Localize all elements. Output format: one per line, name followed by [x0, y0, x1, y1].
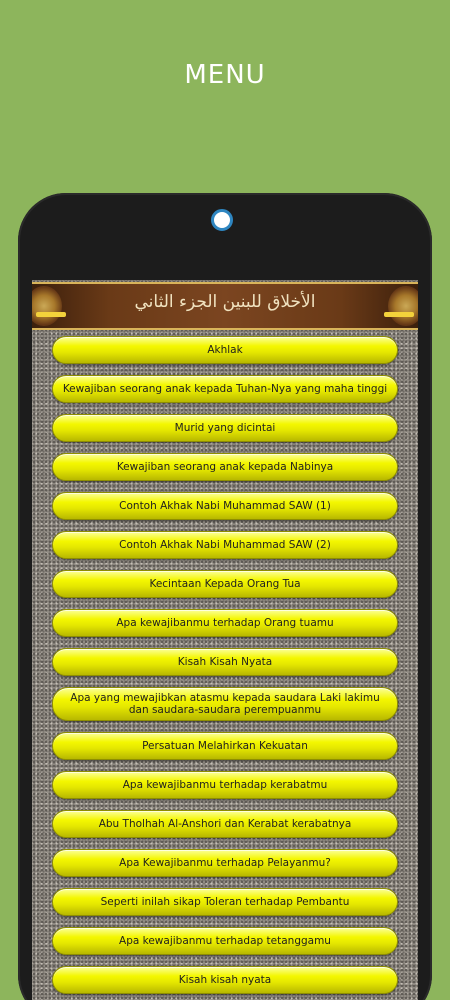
banner-bar-left — [36, 312, 66, 317]
menu-item-murid[interactable] — [52, 414, 398, 442]
menu-item-persatuan[interactable] — [52, 732, 398, 760]
menu-item-abu-tholhah[interactable] — [52, 810, 398, 838]
menu-item-kisah-kisah-nyata[interactable] — [52, 966, 398, 994]
menu-item-label: Akhlak — [207, 344, 243, 356]
menu-item-label: Kisah Kisah Nyata — [177, 656, 273, 668]
book-title-banner — [32, 282, 418, 330]
menu-item-label: Apa yang mewajibkan atasmu kepada saudara Laki lakimu dan saudara-saudara perempuanmu — [70, 692, 380, 716]
menu-item-label: Murid yang dicintai — [174, 422, 276, 434]
menu-item-kisah-nyata[interactable] — [52, 648, 398, 676]
phone-frame — [18, 193, 432, 1000]
menu-item-kewajiban-pelayan[interactable] — [52, 849, 398, 877]
menu-item-label: Abu Tholhah Al-Anshori dan Kerabat kerabatnya — [98, 818, 352, 830]
menu-item-label: Kisah kisah nyata — [178, 974, 272, 986]
menu-item-kewajiban-tetangga[interactable] — [52, 927, 398, 955]
menu-item-kewajiban-saudara[interactable] — [52, 687, 398, 721]
ornament-icon-left — [32, 286, 62, 326]
phone-screen[interactable] — [32, 280, 418, 1000]
menu-item-label: Persatuan Melahirkan Kekuatan — [142, 740, 308, 752]
menu-item-label: Contoh Akhak Nabi Muhammad SAW (2) — [119, 539, 331, 551]
menu-item-label: Apa Kewajibanmu terhadap Pelayanmu? — [119, 857, 331, 869]
menu-item-kewajiban-orang-tua[interactable] — [52, 609, 398, 637]
chapter-menu-list — [32, 336, 418, 1000]
menu-item-kewajiban-nabi[interactable] — [52, 453, 398, 481]
menu-item-sikap-toleran[interactable] — [52, 888, 398, 916]
menu-item-contoh-akhlak-1[interactable] — [52, 492, 398, 520]
menu-item-label: Kewajiban seorang anak kepada Tuhan-Nya yang maha tinggi — [62, 383, 388, 395]
menu-item-label: Kecintaan Kepada Orang Tua — [149, 578, 301, 590]
menu-item-kecintaan-orang-tua[interactable] — [52, 570, 398, 598]
menu-item-kewajiban-kerabat[interactable] — [52, 771, 398, 799]
menu-item-kewajiban-tuhan[interactable] — [52, 375, 398, 403]
menu-item-contoh-akhlak-2[interactable] — [52, 531, 398, 559]
page-title: MENU — [184, 60, 266, 90]
menu-item-akhlak[interactable] — [52, 336, 398, 364]
menu-item-label: Kewajiban seorang anak kepada Nabinya — [116, 461, 334, 473]
banner-title: الأخلاق للبنين الجزء الثاني — [134, 292, 316, 312]
menu-item-label: Apa kewajibanmu terhadap Orang tuamu — [116, 617, 334, 629]
menu-item-label: Apa kewajibanmu terhadap kerabatmu — [122, 779, 328, 791]
banner-bar-right — [384, 312, 414, 317]
menu-item-label: Seperti inilah sikap Toleran terhadap Pembantu — [100, 896, 350, 908]
menu-item-label: Contoh Akhak Nabi Muhammad SAW (1) — [119, 500, 331, 512]
menu-item-label: Apa kewajibanmu terhadap tetanggamu — [119, 935, 331, 947]
ornament-icon-right — [388, 286, 418, 326]
camera-icon — [211, 209, 233, 231]
